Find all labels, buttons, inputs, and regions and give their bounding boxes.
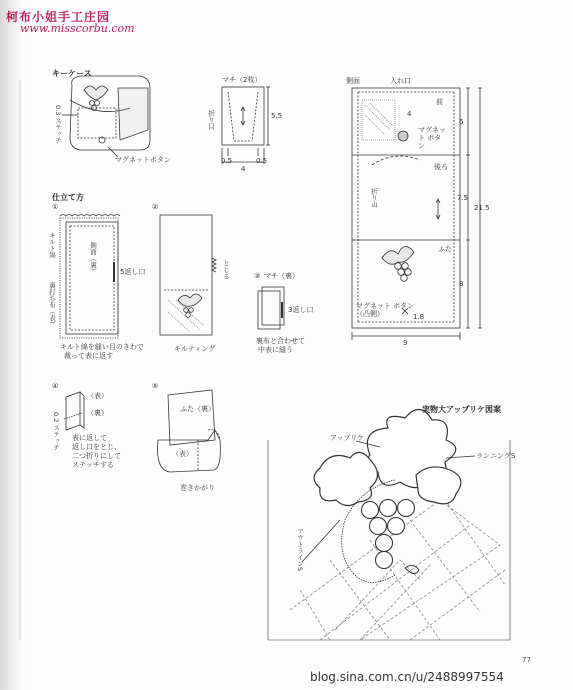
- front-label: 前: [436, 98, 443, 106]
- step1-note-1: キルト綿を縫い目のきわで: [60, 343, 144, 351]
- opening-label: 入れ口: [390, 77, 411, 85]
- step4-drawing: [64, 392, 84, 430]
- step2-drawing: [160, 215, 216, 335]
- gusset-height: 5.5: [271, 112, 283, 120]
- flap-label: ふた: [438, 245, 452, 253]
- step4-note-3: 二つ折りにして: [72, 452, 121, 460]
- watermark-url: www.misscorbu.com: [20, 22, 135, 35]
- step1-note-2: 裁って表に返す: [64, 352, 113, 360]
- fold-mountain-label: 折り山: [370, 188, 378, 208]
- gusset-back-label: マチ（裏）: [264, 272, 299, 280]
- magnet-button-label: マグネットボタン: [115, 156, 171, 164]
- dim-8: 8: [459, 280, 464, 288]
- magnet-bottom-label: マグネット ボタン（凸側）: [356, 302, 415, 318]
- fold-line-label: 折り目: [207, 110, 215, 130]
- page-number: 77: [522, 656, 531, 664]
- stitch-label: 0.3 ステッチ: [54, 105, 62, 144]
- key-case-title: キーケース: [52, 69, 92, 78]
- gusset-title: マチ（2枚）: [222, 76, 262, 84]
- return-opening-3: 3返し口: [288, 306, 314, 314]
- step4-note-1: 表に返して: [72, 434, 107, 442]
- dim-21-5: 21.5: [474, 204, 490, 212]
- steps-title: 仕立て方: [52, 193, 84, 202]
- step2-number: ②: [152, 203, 159, 211]
- footer-url: blog.sina.com.cn/u/2488997554: [310, 670, 504, 684]
- step3-note-2: 中表に縫う: [258, 346, 293, 354]
- dim-7-5: 7.5: [457, 194, 469, 202]
- step1-number: ①: [52, 203, 59, 211]
- running-stitch-label: ランニングS: [476, 452, 516, 460]
- step1-drawing: [60, 215, 120, 339]
- step3-drawing: [258, 287, 284, 329]
- step5-drawing: [158, 390, 221, 472]
- back-label: 後ろ: [434, 163, 448, 171]
- step4-note-2: 返し口をとじ、: [72, 443, 121, 451]
- applique-template: [268, 409, 510, 640]
- side-label: 側面: [346, 77, 360, 85]
- closing-label: とじる: [222, 260, 230, 280]
- step5-number: ⑤: [152, 382, 159, 390]
- applique-title: 実物大アップリケ図案: [422, 405, 501, 414]
- back-side-label: （裏）: [87, 409, 108, 417]
- front-side-label-2: （表）: [172, 450, 193, 458]
- gusset-pattern: [222, 87, 270, 164]
- step4-number: ④: [52, 382, 59, 390]
- dim-9: 9: [403, 339, 408, 347]
- stitch-02-label: 0.2 ステッチ: [52, 412, 60, 451]
- outline-stitch-label: アウトラインS: [296, 528, 304, 572]
- gusset-left-margin: 0.5: [221, 157, 233, 165]
- dim-4: 4: [407, 110, 412, 118]
- blind-stitch-label: 巻きかがり: [180, 484, 215, 492]
- front-side-label: （表）: [87, 392, 108, 400]
- step3-number: ③: [254, 272, 261, 280]
- watermark-logo: 柯布小姐手工庄园: [6, 10, 111, 24]
- magnet-button-pattern: マグネット ボタン: [418, 126, 446, 150]
- quilt-batting-label: キルト綿: [48, 232, 56, 258]
- gusset-right-margin: 0.5: [256, 157, 268, 165]
- applique-label: アップリケ: [330, 434, 365, 442]
- dim-6: 6: [459, 118, 464, 126]
- key-case-illustration: [70, 76, 150, 150]
- dim-1-8: 1.8: [413, 313, 425, 321]
- lining-label: 裏打ち布（表）: [48, 282, 56, 328]
- return-opening-5: 5返し口: [120, 268, 146, 276]
- flap-back-label: ふた（裏）: [180, 405, 215, 413]
- side-back-label: 側面（裏）: [89, 242, 97, 275]
- quilting-label: キルティング: [174, 345, 216, 353]
- step3-note-1: 裏布と合わせて: [256, 337, 305, 345]
- step4-note-4: ステッチする: [72, 461, 114, 469]
- gusset-width: 4: [241, 165, 246, 173]
